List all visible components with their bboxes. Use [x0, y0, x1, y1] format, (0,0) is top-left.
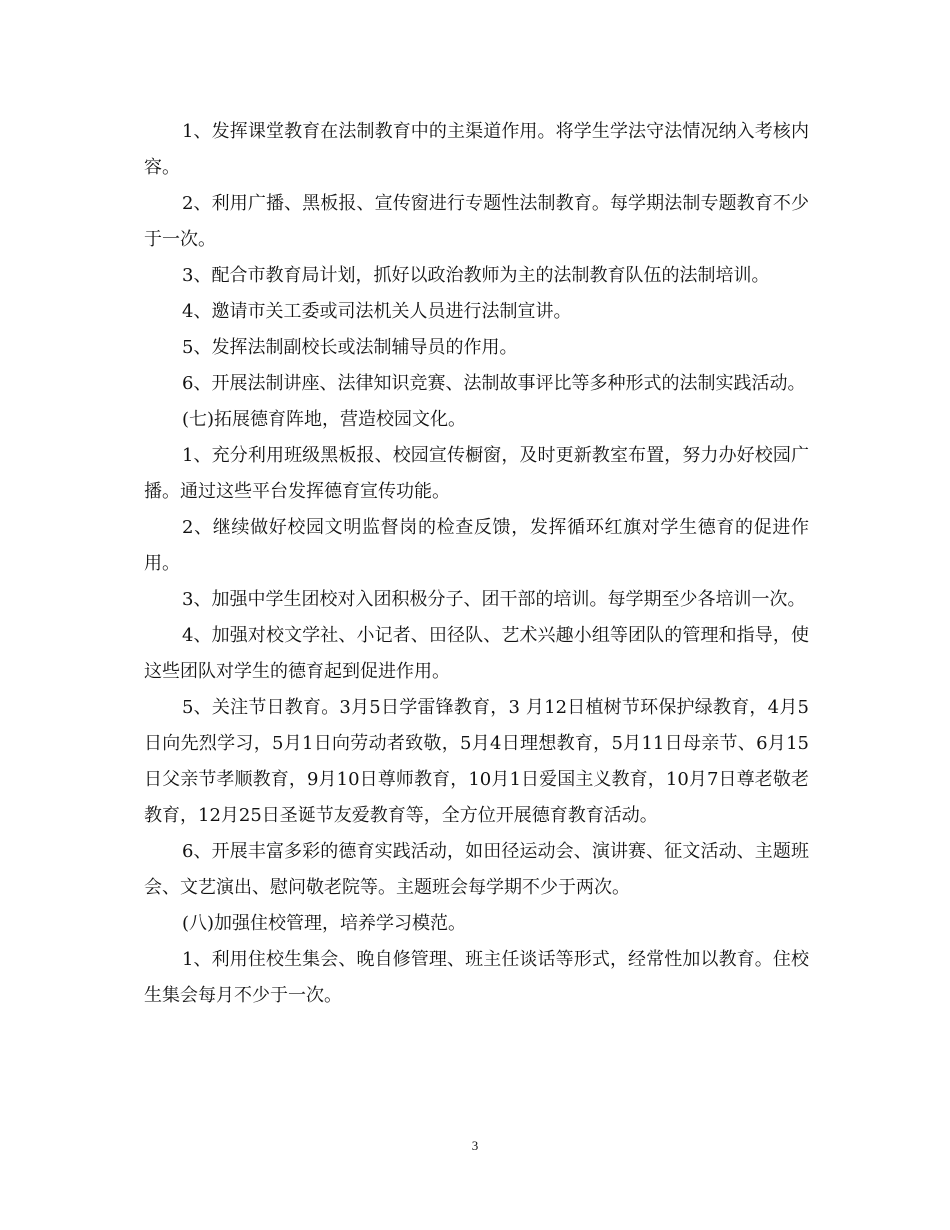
paragraph: 3、配合市教育局计划，抓好以政治教师为主的法制教育队伍的法制培训。: [182, 265, 770, 286]
paragraph: 4、邀请市关工委或司法机关人员进行法制宣讲。: [182, 301, 572, 322]
paragraph: 4、加强对校文学社、小记者、田径队、艺术兴趣小组等团队的管理和指导，使这些团队对学生的德育起到促进作用。: [144, 625, 809, 682]
document-body: [144, 114, 809, 1014]
paragraph: 6、开展法制讲座、法律知识竞赛、法制故事评比等多种形式的法制实践活动。: [182, 373, 806, 394]
paragraph: 6、开展丰富多彩的德育实践活动，如田径运动会、演讲赛、征文活动、主题班会、文艺演出、慰问敬老院等。主题班会每学期不少于两次。: [144, 841, 809, 898]
paragraph: 2、利用广播、黑板报、宣传窗进行专题性法制教育。每学期法制专题教育不少于一次。: [144, 193, 809, 250]
page-number: 3: [471, 1138, 479, 1153]
paragraph: 1、利用住校生集会、晚自修管理、班主任谈话等形式，经常性加以教育。住校生集会每月不少于一次。: [144, 949, 809, 1006]
paragraph: 3、加强中学生团校对入团积极分子、团干部的培训。每学期至少各培训一次。: [182, 589, 806, 610]
paragraph: 5、关注节日教育。3月5日学雷锋教育，3 月12日植树节环保护绿教育，4月5日向先烈学习，5月1日向劳动者致敬，5月4日理想教育，5月11日母亲节、6月15日父亲节孝顺教育，9月10日尊师教育，10月1日爱国主义教育，10月7日尊老敬老教育，12月25日圣诞节友爱教育等，全方位开展德育教育活动。: [144, 697, 809, 826]
paragraph: 5、发挥法制副校长或法制辅导员的作用。: [182, 337, 518, 358]
section-heading: (八)加强住校管理，培养学习模范。: [182, 913, 467, 934]
section-heading: (七)拓展德育阵地，营造校园文化。: [182, 409, 467, 430]
paragraph: 1、充分利用班级黑板报、校园宣传橱窗，及时更新教室布置，努力办好校园广播。通过这些平台发挥德育宣传功能。: [144, 445, 809, 502]
paragraph: 2、继续做好校园文明监督岗的检查反馈，发挥循环红旗对学生德育的促进作用。: [144, 517, 809, 574]
paragraph: 1、发挥课堂教育在法制教育中的主渠道作用。将学生学法守法情况纳入考核内容。: [144, 121, 809, 178]
